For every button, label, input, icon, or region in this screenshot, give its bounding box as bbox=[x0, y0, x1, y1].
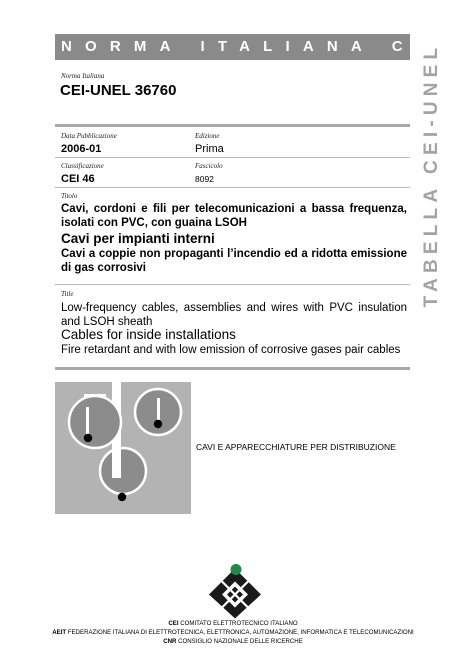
graphic-circle bbox=[100, 448, 146, 494]
title-line-2: Cables for inside installations bbox=[61, 327, 236, 342]
pub-date-label: Data Pubblicazione bbox=[61, 132, 117, 140]
norma-label: Norma Italiana bbox=[61, 72, 105, 80]
graphic-dot bbox=[118, 493, 126, 501]
graphic-dot bbox=[154, 420, 162, 428]
footer-abbr: AEIT bbox=[52, 629, 67, 636]
logo-green-dot bbox=[231, 564, 242, 575]
classification-value: CEI 46 bbox=[61, 173, 95, 185]
norma-banner: NORMA ITALIANA CEI bbox=[55, 34, 410, 60]
category-label: CAVI E APPARECCHIATURE PER DISTRIBUZIONE bbox=[196, 442, 396, 452]
edition-value: Prima bbox=[195, 143, 224, 155]
side-title bbox=[412, 42, 452, 308]
norma-code: CEI-UNEL 36760 bbox=[60, 82, 177, 99]
footer-line-cnr bbox=[0, 638, 466, 645]
title-label: Title bbox=[61, 290, 74, 298]
footer-text: FEDERAZIONE ITALIANA DI ELETTROTECNICA, ELETTRONICA, AUTOMAZIONE, INFORMATICA E TELECOMUNICAZIONI bbox=[67, 629, 414, 636]
footer-line-aeit bbox=[0, 629, 466, 636]
divider bbox=[55, 124, 410, 127]
title-line-1: Low-frequency cables, assemblies and wires with PVC insulation and LSOH sheath bbox=[61, 302, 407, 328]
titolo-line-3: Cavi a coppie non propaganti l’incendio ed a ridotta emissione di gas corrosivi bbox=[61, 248, 407, 274]
fascicolo-label: Fascicolo bbox=[195, 162, 223, 170]
title-line-3: Fire retardant and with low emission of corrosive gases pair cables bbox=[61, 344, 401, 356]
divider bbox=[55, 367, 410, 370]
pub-date-value: 2006-01 bbox=[61, 143, 102, 155]
fascicolo-value: 8092 bbox=[195, 174, 214, 184]
footer-line-cei bbox=[0, 620, 466, 627]
divider bbox=[55, 157, 410, 158]
graphic-bar bbox=[112, 448, 121, 478]
graphic-dot bbox=[84, 434, 92, 442]
graphic-bar bbox=[157, 398, 160, 422]
cei-logo bbox=[205, 562, 265, 619]
footer-abbr: CEI bbox=[168, 620, 179, 627]
edition-label: Edizione bbox=[195, 132, 220, 140]
graphic-circle bbox=[69, 396, 121, 448]
graphic-bar bbox=[86, 407, 89, 435]
divider bbox=[55, 284, 410, 285]
category-graphic bbox=[55, 382, 191, 514]
footer-abbr: CNR bbox=[163, 638, 177, 645]
divider bbox=[55, 187, 410, 188]
footer-text: COMITATO ELETTROTECNICO ITALIANO bbox=[180, 620, 298, 627]
side-title-text: TABELLA CEI-UNEL bbox=[421, 42, 442, 308]
titolo-line-2: Cavi per impianti interni bbox=[61, 231, 215, 246]
footer-text: CONSIGLIO NAZIONALE DELLE RICERCHE bbox=[178, 638, 303, 645]
titolo-label: Titolo bbox=[61, 192, 78, 200]
classification-label: Classificazione bbox=[61, 162, 104, 170]
titolo-line-1: Cavi, cordoni e fili per telecomunicazioni a bassa frequenza, isolati con PVC, con guaina LSOH bbox=[61, 203, 407, 229]
